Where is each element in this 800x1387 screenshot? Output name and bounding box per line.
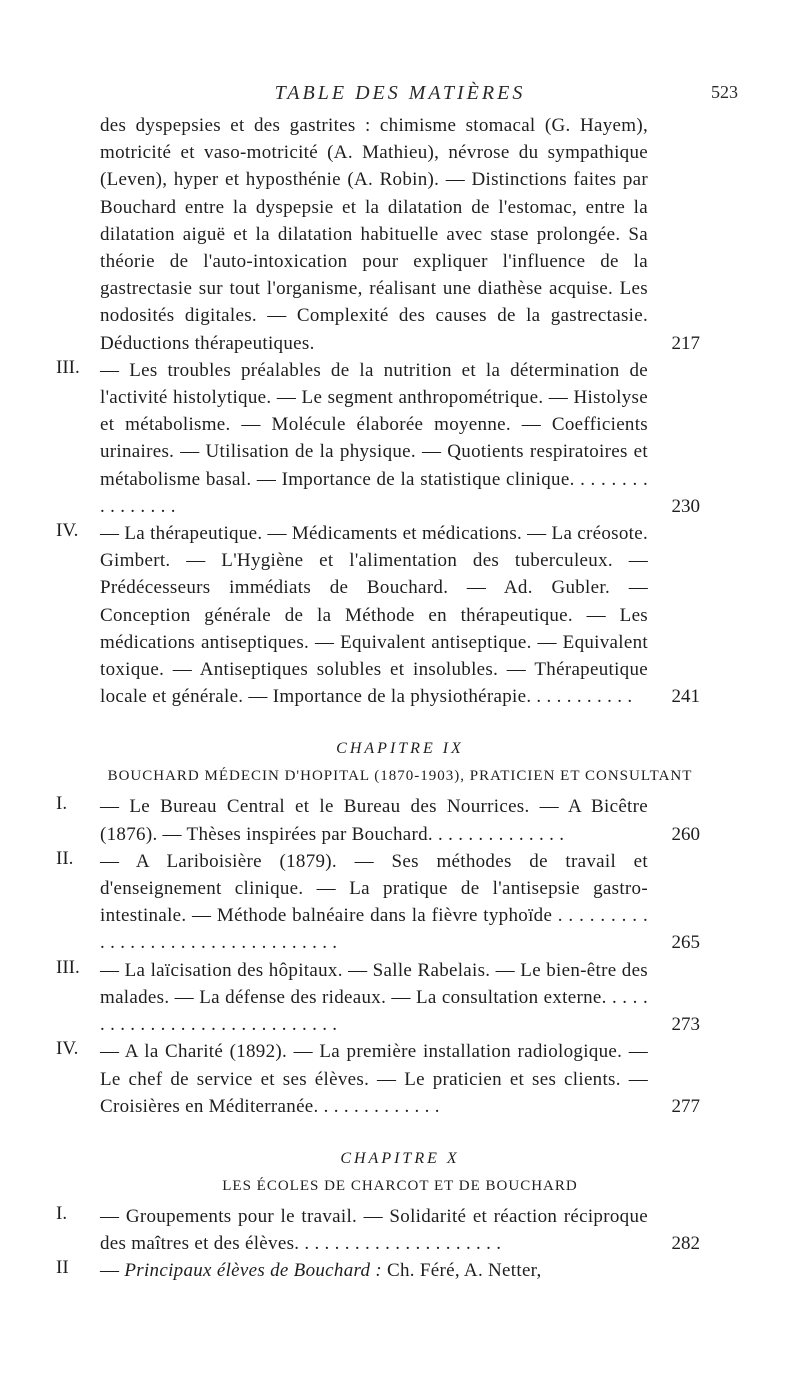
toc-entry-text: — A la Charité (1892). — La première installation radiologique. — Le chef de service et ses élèves. — Le praticien et ses clients. — Croisières en Méditerranée. . . . . . . . . . . . . bbox=[100, 1041, 648, 1117]
toc-entry-text: — Le Bureau Central et le Bureau des Nourrices. — A Bicêtre (1876). — Thèses inspirées par Bouchard. . . . . . . . . . . . . . bbox=[100, 796, 648, 845]
toc-entry-text: — La laïcisation des hôpitaux. — Salle Rabelais. — Le bien-être des malades. — La défense des rideaux. — La consultation externe. . . . . . . . . . . . . . . . . . . . . . . . . . . . . bbox=[100, 959, 648, 1036]
running-title: TABLE DES MATIÈRES bbox=[274, 82, 526, 104]
running-head bbox=[0, 82, 800, 108]
toc-entry-iv bbox=[56, 520, 700, 710]
toc-entry-10-i bbox=[56, 1202, 700, 1257]
table-of-contents bbox=[56, 112, 700, 1285]
toc-entry-page: 230 bbox=[671, 495, 700, 517]
chapter-10-title: CHAPITRE X bbox=[340, 1149, 460, 1167]
toc-entry-text bbox=[100, 1257, 700, 1284]
toc-entry-page: 265 bbox=[671, 932, 700, 954]
toc-entry-page: 241 bbox=[671, 686, 700, 708]
toc-entry-number: III. bbox=[56, 956, 80, 978]
toc-entry-number: II bbox=[56, 1257, 69, 1279]
toc-entry-9-iv bbox=[56, 1038, 700, 1120]
toc-entry-9-iii bbox=[56, 956, 700, 1039]
chapter-9-title: CHAPITRE IX bbox=[336, 740, 464, 758]
toc-entry-page: 282 bbox=[671, 1233, 700, 1255]
page-number: 523 bbox=[711, 82, 738, 102]
toc-entry-9-ii bbox=[56, 847, 700, 957]
toc-entry-italic: Principaux élèves de Bouchard : bbox=[124, 1260, 382, 1282]
toc-entry-page: 217 bbox=[671, 332, 700, 354]
toc-entry-text: — Les troubles préalables de la nutrition et la détermination de l'activité histolytique. — Le segment anthropométrique. — Histolyse et métabolisme. — Molécule élaborée moyenne. — Coefficients urinaires. — Utilisation de la physique. — Quotients respiratoires et métabolisme basal. — Importance de la statistique clinique. . . . . . . . . . . . . . . . bbox=[100, 359, 648, 517]
toc-entry-number: I. bbox=[56, 793, 68, 815]
toc-entry-number: I. bbox=[56, 1202, 68, 1224]
toc-entry-page: 273 bbox=[671, 1014, 700, 1036]
toc-entry-page: 260 bbox=[671, 823, 700, 845]
toc-entry-text: — La thérapeutique. — Médicaments et médications. — La créosote. Gimbert. — L'Hygiène et l'alimentation des tuberculeux. — Prédécesseurs immédiats de Bouchard. — Ad. Gubler. — Conception générale de la Méthode en thérapeutique. — Les médications antiseptiques. — Equivalent antiseptique. — Equivalent toxique. — Antiseptiques solubles et insolubles. — Thérapeutique locale et générale. — Importance de la physiothérapie. . . . . . . . . . . bbox=[100, 523, 648, 708]
toc-entry-page: 277 bbox=[671, 1095, 700, 1117]
toc-entry-continued bbox=[100, 112, 700, 357]
toc-entry-text: — Groupements pour le travail. — Solidarité et réaction réciproque des maîtres et des élèves. . . . . . . . . . . . . . . . . . . . . bbox=[100, 1205, 648, 1255]
toc-entry-number: II. bbox=[56, 847, 74, 869]
toc-entry-text: des dyspepsies et des gastrites : chimisme stomacal (G. Hayem), motricité et vaso-motricité (A. Mathieu), névrose du sympathique (Leven), hyper et hyposthénie (A. Robin). — Distinctions faites par Bouchard entre la dyspepsie et la dilatation de l'estomac, entre la dilatation aiguë et la dilatation habituelle avec stase prolongée. Sa théorie de l'auto-intoxication pour expliquer l'influence de la gastrectasie sur tout l'organisme, réalisant une diathèse acquise. Les nodosités digitales. — Complexité des causes de la gastrectasie. Déductions thérapeutiques. bbox=[100, 115, 648, 354]
toc-entry-9-i bbox=[56, 793, 700, 847]
toc-entry-number: III. bbox=[56, 356, 80, 378]
chapter-9-subtitle: BOUCHARD MÉDECIN D'HOPITAL (1870-1903), PRATICIEN ET CONSULTANT bbox=[107, 768, 693, 785]
toc-entry-dash: — bbox=[100, 1260, 125, 1282]
chapter-10-subtitle: LES ÉCOLES DE CHARCOT ET DE BOUCHARD bbox=[222, 1177, 578, 1194]
toc-entry-10-ii bbox=[56, 1257, 700, 1284]
toc-entry-number: IV. bbox=[56, 1038, 79, 1060]
toc-entry-names: Ch. Féré, A. Netter, bbox=[381, 1260, 542, 1282]
toc-entry-iii bbox=[56, 356, 700, 520]
toc-entry-number: IV. bbox=[56, 520, 79, 542]
toc-entry-text: — A Lariboisière (1879). — Ses méthodes de travail et d'enseignement clinique. — La pratique de l'antisepsie gastro-intestinale. — Méthode balnéaire dans la fièvre typhoïde . . . . . . . . . . . . . . . . . . . . . . . . . . . . . . . . . bbox=[100, 850, 648, 954]
